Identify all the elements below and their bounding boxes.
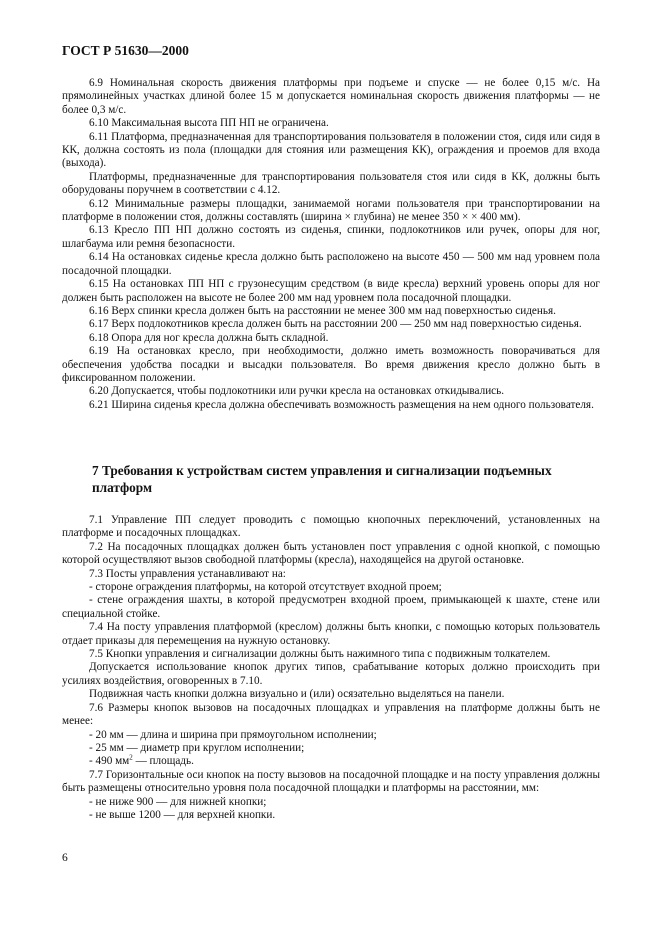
paragraph-6-12: 6.12 Минимальные размеры площадки, занимаемой ногами пользователя при транспортировании на платформе в положении стоя, должны составлять (ширина × глубина) не менее 350 × × 400 мм).: [62, 197, 600, 224]
paragraph-7-5: 7.5 Кнопки управления и сигнализации должны быть нажимного типа с подвижным толкателем.: [89, 648, 551, 661]
paragraph-6-14: 6.14 На остановках сиденье кресла должно быть расположено на высоте 450 — 500 мм над уровнем пола посадочной площадки.: [62, 251, 600, 277]
section-6-text: [62, 77, 600, 412]
paragraph-6-20: 6.20 Допускается, чтобы подлокотники или ручки кресла на остановках откидывались.: [89, 385, 505, 398]
paragraph-6-18: 6.18 Опора для ног кресла должна быть складной.: [89, 331, 329, 344]
paragraph-7-3: 7.3 Посты управления устанавливают на:: [89, 567, 286, 580]
area-exponent: 2: [129, 753, 133, 762]
list-item-7-7-a: - не ниже 900 — для нижней кнопки;: [89, 795, 267, 808]
list-item-7-6-c: [62, 755, 600, 768]
paragraph-6-17: 6.17 Верх подлокотников кресла должен быть на расстоянии 200 — 250 мм над поверхностью сиденья.: [89, 318, 582, 331]
document-header: ГОСТ Р 51630—2000: [62, 43, 189, 58]
area-label: — площадь.: [132, 755, 194, 768]
paragraph-7-7: 7.7 Горизонтальные оси кнопок на посту вызовов на посадочной площадке и на посту управления должны быть размещены относительно уровня пола посадочной площадки и платформы на расстоянии, мм:: [62, 768, 600, 795]
paragraph-7-2: 7.2 На посадочных площадках должен быть установлен пост управления с одной кнопкой, с помощью которой осуществляют вызов свободной платформы (кресла), находящейся на другой остановке.: [62, 540, 600, 567]
list-item-7-3-a: - стороне ограждения платформы, на которой отсутствует входной проем;: [89, 581, 442, 594]
paragraph-6-16: 6.16 Верх спинки кресла должен быть на расстоянии не менее 300 мм над поверхностью сиденья.: [89, 304, 556, 317]
list-item-7-6-a: - 20 мм — длина и ширина при прямоугольном исполнении;: [89, 728, 377, 741]
paragraph-7-6: 7.6 Размеры кнопок вызовов на посадочных площадках и управления на платформе должны быть не менее:: [62, 701, 600, 728]
section-7-text: [62, 514, 600, 822]
paragraph-6-13: 6.13 Кресло ПП НП должно состоять из сиденья, спинки, подлокотников или ручек, опоры для ног, шлагбаума или ремня безопасности.: [62, 224, 600, 250]
list-item-7-3-b: - стене ограждения шахты, в которой предусмотрен входной проем, примыкающей к шахте, стене или специальной стойке.: [62, 594, 600, 620]
paragraph-6-21: 6.21 Ширина сиденья кресла должна обеспечивать возможность размещения на нем одного пользователя.: [89, 398, 594, 411]
paragraph-6-10: 6.10 Максимальная высота ПП НП не ограничена.: [89, 117, 329, 130]
paragraph-7-5-other-buttons: Допускается использование кнопок других типов, срабатывание которых должно происходить при усилиях воздействия, оговоренных в 7.10.: [62, 661, 600, 687]
paragraph-6-15: 6.15 На остановках ПП НП с грузонесущим средством (в виде кресла) верхний уровень опоры для ног должен быть расположен на высоте не более 200 мм над уровнем пола посадочной площадки.: [62, 278, 600, 304]
paragraph-6-11: 6.11 Платформа, предназначенная для транспортирования пользователя в положении стоя, сидя или сидя в КК, должна состоять из пола (площадки для стояния или размещения КК), ограждения и проемов для входа (выхода).: [62, 130, 600, 170]
paragraph-7-1: 7.1 Управление ПП следует проводить с помощью кнопочных переключений, установленных на платформе и посадочных площадках.: [62, 514, 600, 540]
paragraph-7-4: 7.4 На посту управления платформой (креслом) должны быть кнопки, с помощью которых пользователь отдает приказы для перемещения на нужную остановку.: [62, 621, 600, 647]
paragraph-6-9: 6.9 Номинальная скорость движения платформы при подъеме и спуске — не более 0,15 м/с. На прямолинейных участках длиной более 15 м допускается номинальная скорость движения платформы — не более 0,3 м/с.: [62, 77, 600, 116]
section-7-heading: 7 Требования к устройствам систем управления и сигнализации подъемных платформ: [92, 463, 552, 495]
page-number: 6: [62, 852, 68, 864]
paragraph-platforms-handrail: Платформы, предназначенные для транспортирования пользователя стоя или сидя в КК, должны быть оборудованы поручнем в соответствии с 4.12.: [62, 170, 600, 197]
area-value: - 490 мм: [89, 755, 130, 768]
paragraph-6-19: 6.19 На остановках кресло, при необходимости, должно иметь возможность поворачиваться для обеспечения удобства посадки и высадки пользователя. Во время движения кресло должно быть в фиксированном положении.: [62, 345, 600, 384]
paragraph-7-5-moving-part: Подвижная часть кнопки должна визуально и (или) осязательно выделяться на панели.: [89, 688, 505, 701]
list-item-7-6-b: - 25 мм — диаметр при круглом исполнении;: [89, 741, 305, 754]
list-item-7-7-b: - не выше 1200 — для верхней кнопки.: [89, 808, 276, 821]
